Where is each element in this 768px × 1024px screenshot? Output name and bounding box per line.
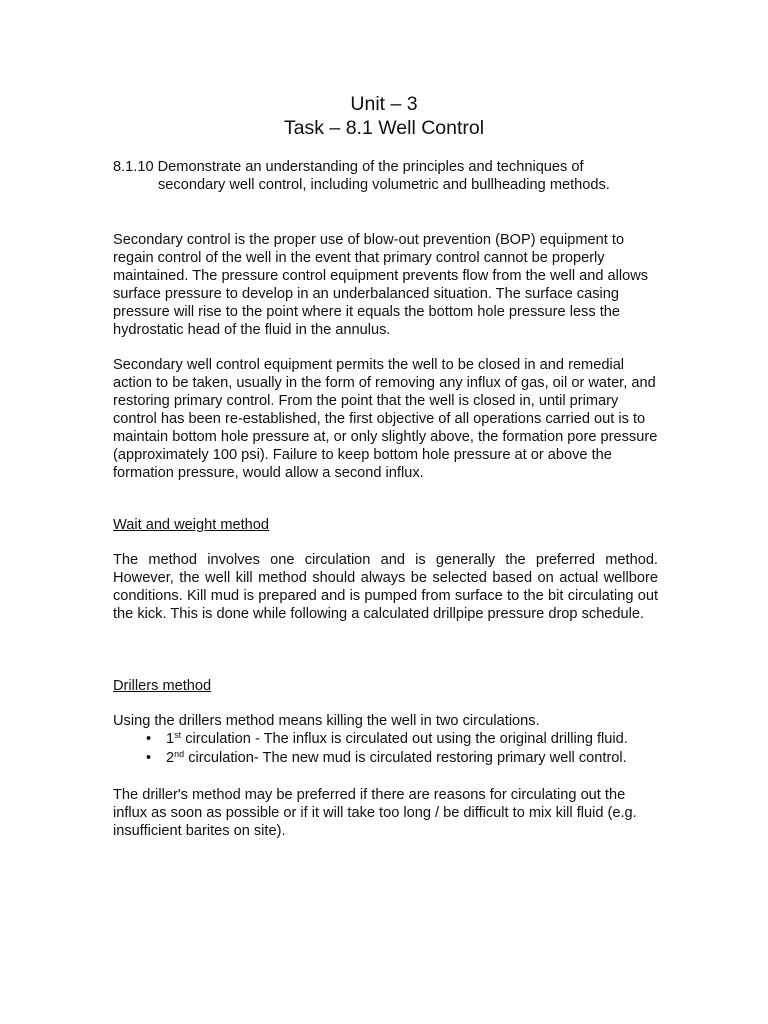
bullet-number: 2 [166, 750, 175, 766]
list-item [140, 749, 660, 768]
learning-objective [113, 158, 653, 194]
drillers-intro: Using the drillers method means killing the well in two circulations. [113, 713, 540, 729]
bullet-icon: • [146, 731, 152, 747]
bullet-ordinal-suffix: nd [174, 749, 185, 759]
objective-text-line1: Demonstrate an understanding of the principles and techniques of [157, 159, 584, 175]
objective-number: 8.1.10 [113, 159, 154, 175]
bullet-text: circulation - The influx is circulated out using the original drilling fluid. [181, 731, 628, 747]
task-title: Task – 8.1 Well Control [283, 117, 485, 139]
secondary-equipment-paragraph: Secondary well control equipment permits the well to be closed in and remedial action to be taken, usually in the form of removing any influx of gas, oil or water, and restoring primary control. From the point that the well is closed in, until primary control has been re-established, the first objective of all operations carried out is to maintain bottom hole pressure at, or only slightly above, the formation pore pressure (approximately 100 psi). Failure to keep bottom hole pressure at or above the formation pressure, would allow a second influx. [113, 357, 658, 481]
page-title [0, 92, 768, 140]
drillers-closing-paragraph: The driller's method may be preferred if there are reasons for circulating out the influx as soon as possible or if it will take too long / be difficult to mix kill fluid (e.g. insufficient barites on site). [113, 787, 637, 839]
wait-weight-paragraph: The method involves one circulation and is generally the preferred method. However, the well kill method should always be selected based on actual wellbore conditions. Kill mud is prepared and is pumped from surface to the bit circulating out the kick. This is done while following a calculated drillpipe pressure drop schedule. [113, 552, 658, 622]
bullet-ordinal-suffix: st [174, 730, 182, 740]
secondary-control-paragraph: Secondary control is the proper use of blow-out prevention (BOP) equipment to regain control of the well in the event that primary control cannot be properly maintained. The pressure control equipment prevents flow from the well and allows surface pressure to develop in an underbalanced situation. The surface casing pressure will rise to the point where it equals the bottom hole pressure less the hydrostatic head of the fluid in the annulus. [113, 232, 649, 338]
drillers-bullet-list [140, 730, 660, 768]
bullet-number: 1 [166, 731, 175, 747]
list-item [140, 730, 660, 749]
objective-text-line2: secondary well control, including volumetric and bullheading methods. [158, 177, 610, 193]
bullet-text: circulation- The new mud is circulated restoring primary well control. [184, 750, 627, 766]
drillers-heading: Drillers method [113, 678, 212, 694]
bullet-icon: • [146, 750, 152, 766]
unit-title: Unit – 3 [350, 93, 418, 115]
wait-weight-heading: Wait and weight method [113, 517, 270, 533]
